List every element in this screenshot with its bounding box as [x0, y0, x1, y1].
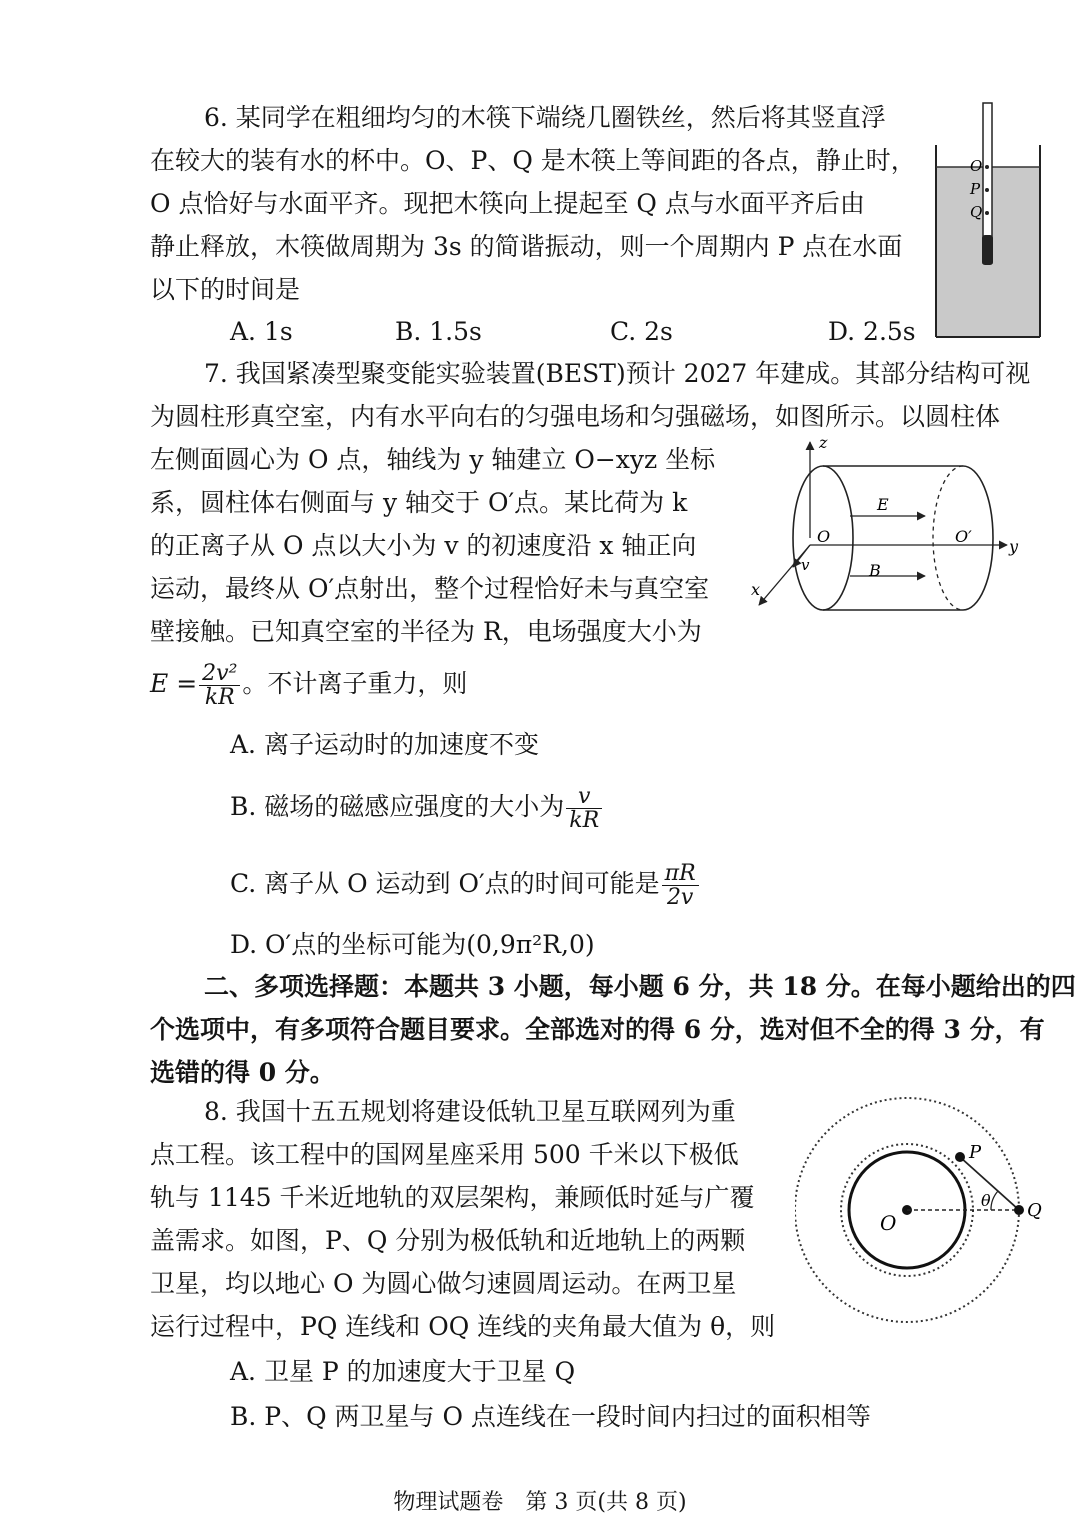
q7-option-b: [230, 785, 604, 832]
satellite-p: [955, 1152, 965, 1162]
section-2-line-1: 二、多项选择题：本题共 3 小题，每小题 6 分，共 18 分。在每小题给出的四: [204, 972, 1076, 1001]
q7-option-b-denominator: kR: [569, 808, 600, 834]
q7-option-b-text: B. 磁场的磁感应强度的大小为: [230, 792, 565, 822]
label-z: z: [819, 433, 828, 452]
q6-line-5: 以下的时间是: [150, 275, 301, 304]
formula-e-numerator: 2v²: [199, 662, 240, 686]
q6-line-2: 在较大的装有水的杯中。O、P、Q 是木筷上等间距的各点，静止时，: [150, 146, 916, 175]
q7-line-5: 的正离子从 O 点以大小为 v 的初速度沿 x 轴正向: [150, 531, 697, 560]
label-q: Q: [970, 203, 983, 221]
q8-option-a: A. 卫星 P 的加速度大于卫星 Q: [230, 1357, 576, 1386]
label-o: O: [817, 527, 831, 546]
label-x: x: [751, 580, 761, 599]
q7-figure: [745, 430, 1035, 620]
label-p: P: [970, 180, 981, 198]
q6-option-d: D. 2.5s: [828, 317, 916, 346]
q7-option-c-denominator: 2v: [666, 885, 694, 911]
formula-e-denominator: kR: [204, 685, 235, 711]
q7-line-2: 为圆柱形真空室，内有水平向右的匀强电场和匀强磁场，如图所示。以圆柱体: [150, 402, 1001, 431]
q7-line-1: 7. 我国紧凑型聚变能实验装置(BEST)预计 2027 年建成。其部分结构可视: [204, 359, 1031, 388]
iron-wire: [982, 235, 993, 265]
q7-option-d: D. O′点的坐标可能为(0,9π²R,0): [230, 930, 595, 959]
q7-line-3: 左侧面圆心为 O 点，轴线为 y 轴建立 O−xyz 坐标: [150, 445, 716, 474]
label-q: Q: [1027, 1200, 1042, 1221]
q8-line-2: 点工程。该工程中的国网星座采用 500 千米以下极低: [150, 1140, 739, 1169]
label-theta: θ: [981, 1191, 991, 1210]
q7-option-a: A. 离子运动时的加速度不变: [230, 730, 539, 759]
q7-option-c-numerator: πR: [662, 862, 699, 886]
point-q-dot: [985, 211, 989, 215]
q8-line-4: 盖需求。如图，P、Q 分别为极低轨和近地轨上的两颗: [150, 1226, 746, 1255]
page-footer: 物理试题卷 第 3 页(共 8 页): [393, 1490, 687, 1515]
point-p-dot: [985, 188, 989, 192]
q6-option-c: C. 2s: [610, 317, 673, 346]
label-e: E: [877, 495, 889, 514]
q8-line-6: 运行过程中，PQ 连线和 OQ 连线的夹角最大值为 θ，则: [150, 1312, 776, 1341]
label-y: y: [1009, 537, 1019, 556]
formula-e-fraction: [199, 662, 240, 709]
q7-line-7: 壁接触。已知真空室的半径为 R，电场强度大小为: [150, 617, 702, 646]
q7-option-c-text: C. 离子从 O 运动到 O′点的时间可能是: [230, 869, 660, 899]
q6-line-3: O 点恰好与水面平齐。现把木筷向上提起至 Q 点与水面平齐后由: [150, 189, 865, 218]
label-b: B: [869, 561, 881, 580]
q6-figure: [920, 95, 1060, 345]
q6-line-1: 6. 某同学在粗细均匀的木筷下端绕几圈铁丝，然后将其竖直浮: [204, 103, 886, 132]
label-p: P: [969, 1142, 982, 1163]
label-v: v: [801, 556, 810, 574]
label-o-prime: O′: [955, 527, 972, 546]
q8-line-1: 8. 我国十五五规划将建设低轨卫星互联网列为重: [204, 1097, 736, 1126]
theta-arc: [991, 1191, 998, 1210]
q7-option-c: [230, 862, 701, 909]
q6-line-4: 静止释放，木筷做周期为 3s 的简谐振动，则一个周期内 P 点在水面: [150, 232, 903, 261]
q8-option-b: B. P、Q 两卫星与 O 点连线在一段时间内扫过的面积相等: [230, 1402, 871, 1431]
q7-option-b-numerator: v: [566, 785, 602, 809]
satellite-q: [1014, 1205, 1024, 1215]
formula-e-tail: 。不计离子重力，则: [242, 669, 468, 699]
q8-line-3: 轨与 1145 千米近地轨的双层架构，兼顾低时延与广覆: [150, 1183, 755, 1212]
q8-line-5: 卫星，均以地心 O 为圆心做匀速圆周运动。在两卫星: [150, 1269, 737, 1298]
q6-option-b: B. 1.5s: [395, 317, 482, 346]
q6-option-a: A. 1s: [230, 317, 293, 346]
q7-line-4: 系，圆柱体右侧面与 y 轴交于 O′点。某比荷为 k: [150, 488, 688, 517]
q7-option-b-fraction: [566, 785, 602, 832]
q8-figure: [795, 1090, 1060, 1330]
q7-line-6: 运动，最终从 O′点射出，整个过程恰好未与真空室: [150, 574, 710, 603]
q7-formula-e: [150, 662, 467, 709]
section-2-line-2: 个选项中，有多项符合题目要求。全部选对的得 6 分，选对但不全的得 3 分，有: [150, 1015, 1045, 1044]
point-o-dot: [985, 165, 989, 169]
formula-e-lhs: E =: [150, 669, 198, 699]
label-o: O: [880, 1211, 897, 1235]
label-o: O: [970, 157, 983, 175]
section-2-line-3: 选错的得 0 分。: [150, 1058, 335, 1087]
q7-option-c-fraction: [662, 862, 699, 909]
